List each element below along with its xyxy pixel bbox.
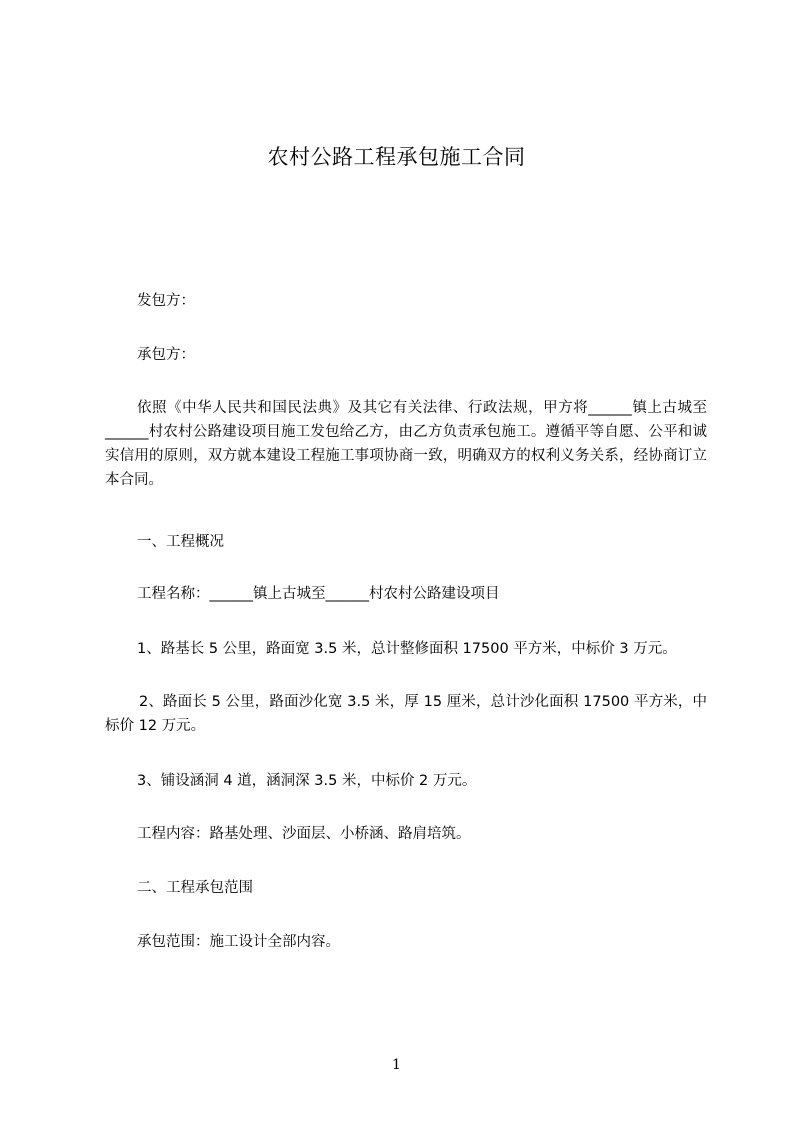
- party-b-label: 承包方：: [137, 347, 195, 363]
- page-number: 1: [392, 1057, 401, 1073]
- project-content: 工程内容：路基处理、沙面层、小桥涵、路肩培筑。: [137, 826, 471, 842]
- item-2: 2、路面长 5 公里，路面沙化宽 3.5 米，厚 15 厘米，总计沙化面积 17500 平方米，中标价 12 万元。: [105, 694, 707, 734]
- intro-paragraph: 依照《中华人民共和国民法典》及其它有关法律、行政法规，甲方将______镇上古城至______村农村公路建设项目施工发包给乙方，由乙方负责承包施工。遵循平等自愿、公平和诚实信用的原则，双方就本建设工程施工事项协商一致，明确双方的权利义务关系，经协商订立本合同。: [105, 400, 707, 488]
- scope: 承包范围：施工设计全部内容。: [137, 934, 340, 950]
- project-name: 工程名称：______镇上古城至______村农村公路建设项目: [137, 586, 500, 602]
- section2-heading: 二、工程承包范围: [137, 880, 253, 896]
- section1-heading: 一、工程概况: [137, 534, 224, 550]
- document-title: 农村公路工程承包施工合同: [267, 145, 526, 169]
- item-1: 1、路基长 5 公里，路面宽 3.5 米，总计整修面积 17500 平方米，中标价 3 万元。: [137, 641, 677, 657]
- party-a-label: 发包方：: [137, 293, 195, 309]
- item-3: 3、铺设涵洞 4 道，涵洞深 3.5 米，中标价 2 万元。: [137, 773, 477, 789]
